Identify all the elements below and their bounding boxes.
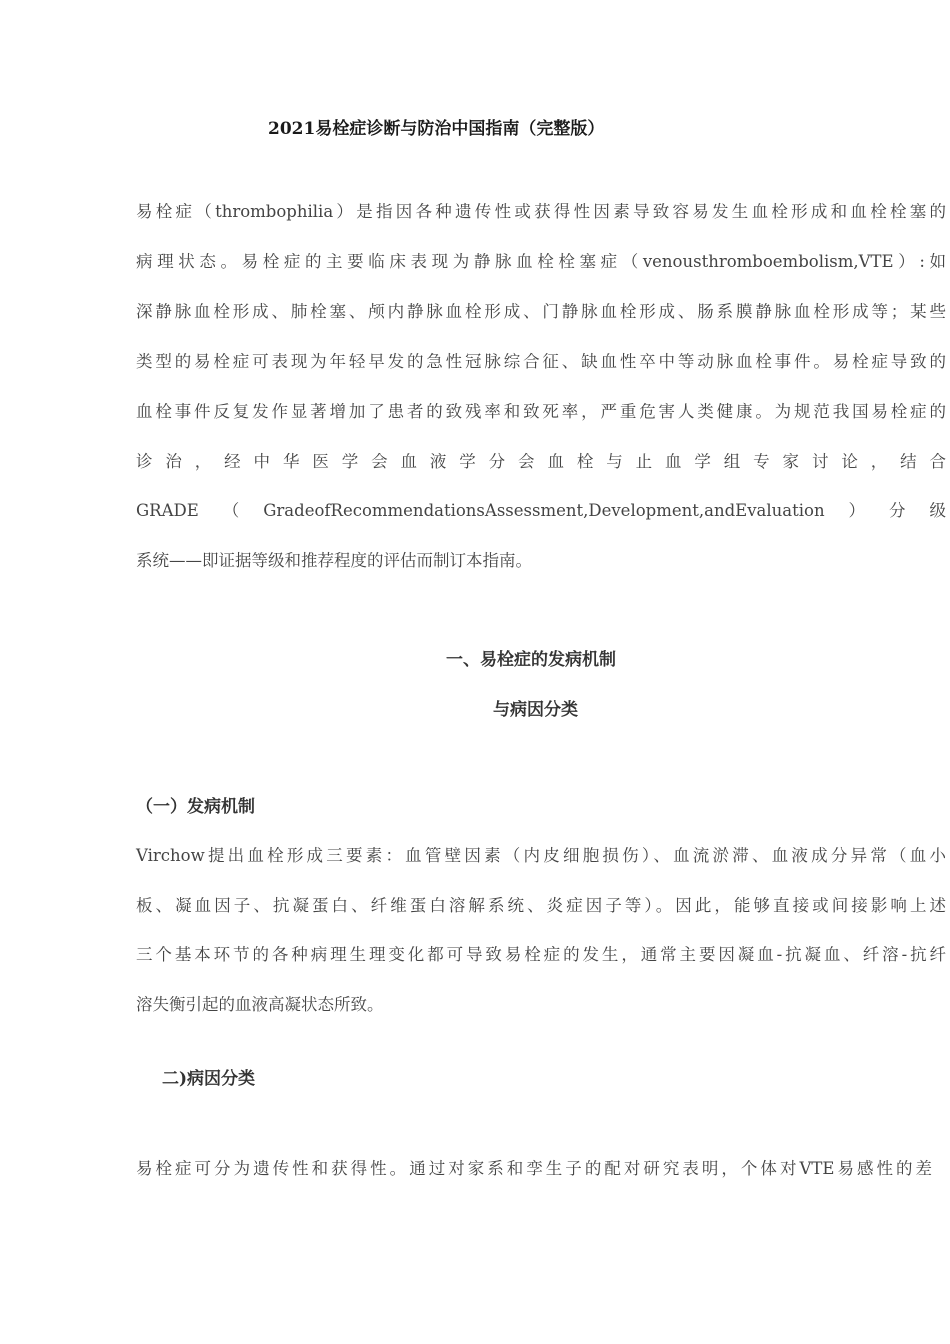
paragraph-line: 易栓症（thrombophilia）是指因各种遗传性或获得性因素导致容易发生血栓形成和血栓栓塞的 — [136, 202, 946, 221]
paragraph-line: 类型的易栓症可表现为年轻早发的急性冠脉综合征、缺血性卒中等动脉血栓事件。易栓症导致的 — [136, 352, 946, 371]
subsection-heading: 二)病因分类 — [162, 1069, 256, 1089]
paragraph-line: 溶失衡引起的血液高凝状态所致。 — [136, 995, 384, 1014]
paragraph-line: 深静脉血栓形成、肺栓塞、颅内静脉血栓形成、门静脉血栓形成、肠系膜静脉血栓形成等；某些 — [136, 302, 946, 321]
paragraph-line: 板、凝血因子、抗凝蛋白、纤维蛋白溶解系统、炎症因子等）。因此，能够直接或间接影响上述 — [136, 896, 946, 915]
section-heading-line2: 与病因分类 — [493, 700, 578, 720]
subsection-heading: （一）发病机制 — [136, 797, 255, 817]
paragraph-line: 病理状态。易栓症的主要临床表现为静脉血栓栓塞症（venousthromboembolism,VTE）:如 — [136, 252, 946, 271]
paragraph-line: 易栓症可分为遗传性和获得性。通过对家系和孪生子的配对研究表明，个体对VTE易感性的差 — [136, 1159, 932, 1178]
paragraph-line: 血栓事件反复发作显著增加了患者的致残率和致死率，严重危害人类健康。为规范我国易栓症的 — [136, 402, 946, 421]
document-title: 2021易栓症诊断与防治中国指南（完整版） — [268, 119, 605, 139]
section-heading-line1: 一、易栓症的发病机制 — [446, 650, 616, 670]
paragraph-line: GRADE（GradeofRecommendationsAssessment,Development,andEvaluation）分级 — [136, 501, 946, 520]
paragraph-line: 三个基本环节的各种病理生理变化都可导致易栓症的发生，通常主要因凝血-抗凝血、纤溶-抗纤 — [136, 945, 946, 964]
paragraph-line: 系统——即证据等级和推荐程度的评估而制订本指南。 — [136, 551, 532, 570]
paragraph-line: 诊治，经中华医学会血液学分会血栓与止血学组专家讨论，结合 — [136, 452, 946, 471]
paragraph-line: Virchow提出血栓形成三要素：血管壁因素（内皮细胞损伤）、血流淤滞、血液成分异常（血小 — [136, 846, 946, 865]
